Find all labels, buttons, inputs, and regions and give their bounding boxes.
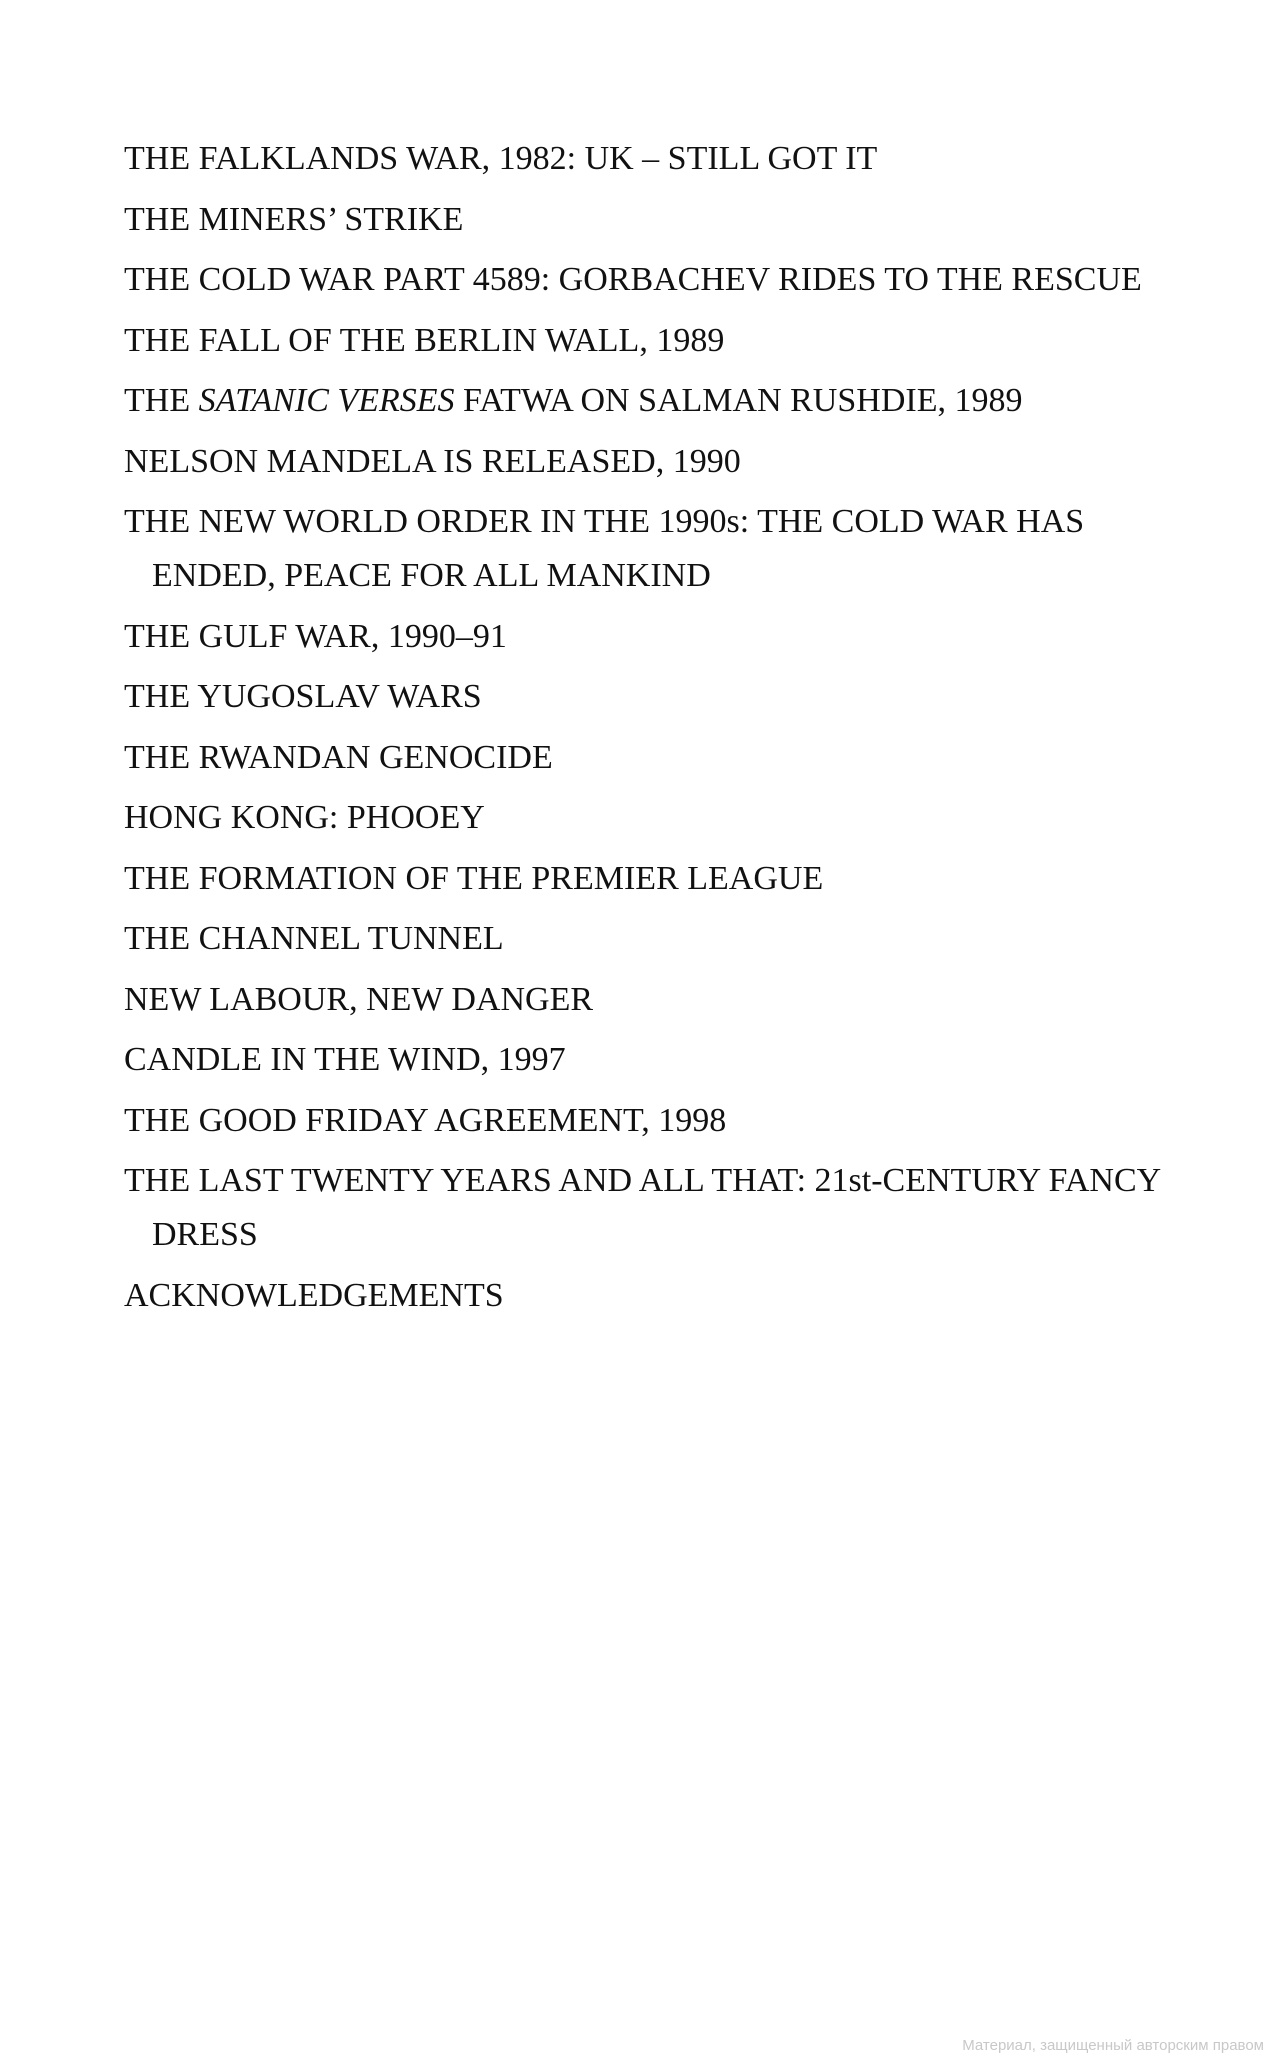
toc-entry-channel-tunnel[interactable] (124, 912, 1164, 966)
toc-link[interactable]: THE CHANNEL TUNNEL (124, 920, 504, 957)
toc-entry-gulf-war[interactable] (124, 610, 1164, 664)
toc-entry-good-friday-agreement[interactable] (124, 1094, 1164, 1148)
toc-entry-last-twenty-years[interactable] (124, 1154, 1164, 1262)
toc-entry-hong-kong[interactable] (124, 791, 1164, 845)
toc-link-prefix: THE (124, 382, 199, 419)
toc-link[interactable]: THE GULF WAR, 1990–91 (124, 617, 507, 655)
toc-link[interactable]: ACKNOWLEDGEMENTS (124, 1276, 504, 1314)
toc-link[interactable]: NEW LABOUR, NEW DANGER (124, 980, 594, 1018)
toc-link[interactable]: THE YUGOSLAV WARS (124, 678, 482, 715)
toc-entry-premier-league[interactable] (124, 852, 1164, 906)
toc-entry-rwandan-genocide[interactable] (124, 731, 1164, 785)
toc-entry-miners-strike[interactable] (124, 193, 1164, 247)
toc-link[interactable]: NELSON MANDELA IS RELEASED, 1990 (124, 442, 741, 480)
toc-link[interactable]: THE FORMATION OF THE PREMIER LEAGUE (124, 859, 824, 897)
toc-link[interactable]: THE LAST TWENTY YEARS AND ALL THAT: 21st-CENTURY FANCY DRESS (124, 1162, 1160, 1253)
toc-entry-yugoslav-wars[interactable] (124, 670, 1164, 724)
toc-link[interactable]: CANDLE IN THE WIND, 1997 (124, 1041, 566, 1078)
toc-link[interactable]: HONG KONG: PHOOEY (124, 799, 485, 836)
toc-link[interactable] (124, 382, 1022, 419)
toc-entry-satanic-verses[interactable] (124, 374, 1164, 428)
toc-link[interactable]: THE GOOD FRIDAY AGREEMENT, 1998 (124, 1101, 727, 1139)
toc-link[interactable]: THE COLD WAR PART 4589: GORBACHEV RIDES TO THE RESCUE (124, 261, 1142, 298)
toc-entry-new-labour[interactable] (124, 973, 1164, 1027)
toc-link[interactable]: THE RWANDAN GENOCIDE (124, 738, 553, 776)
table-of-contents (124, 132, 1164, 1329)
toc-link[interactable]: THE NEW WORLD ORDER IN THE 1990s: THE COLD WAR HAS ENDED, PEACE FOR ALL MANKIND (124, 503, 1085, 594)
toc-entry-acknowledgements[interactable] (124, 1269, 1164, 1323)
toc-link-suffix: FATWA ON SALMAN RUSHDIE, 1989 (454, 382, 1023, 419)
copyright-watermark: Материал, защищенный авторским правом (962, 2037, 1264, 2054)
toc-entry-falklands-war[interactable] (124, 132, 1164, 186)
toc-entry-berlin-wall[interactable] (124, 314, 1164, 368)
toc-link-italic-title: SATANIC VERSES (198, 382, 455, 419)
toc-entry-cold-war[interactable] (124, 253, 1164, 307)
toc-entry-candle-in-the-wind[interactable] (124, 1033, 1164, 1087)
toc-entry-new-world-order[interactable] (124, 495, 1164, 603)
toc-link[interactable]: THE MINERS’ STRIKE (124, 200, 464, 238)
toc-link[interactable]: THE FALL OF THE BERLIN WALL, 1989 (124, 321, 725, 359)
toc-entry-mandela-released[interactable] (124, 435, 1164, 489)
toc-link[interactable]: THE FALKLANDS WAR, 1982: UK – STILL GOT IT (124, 140, 878, 177)
